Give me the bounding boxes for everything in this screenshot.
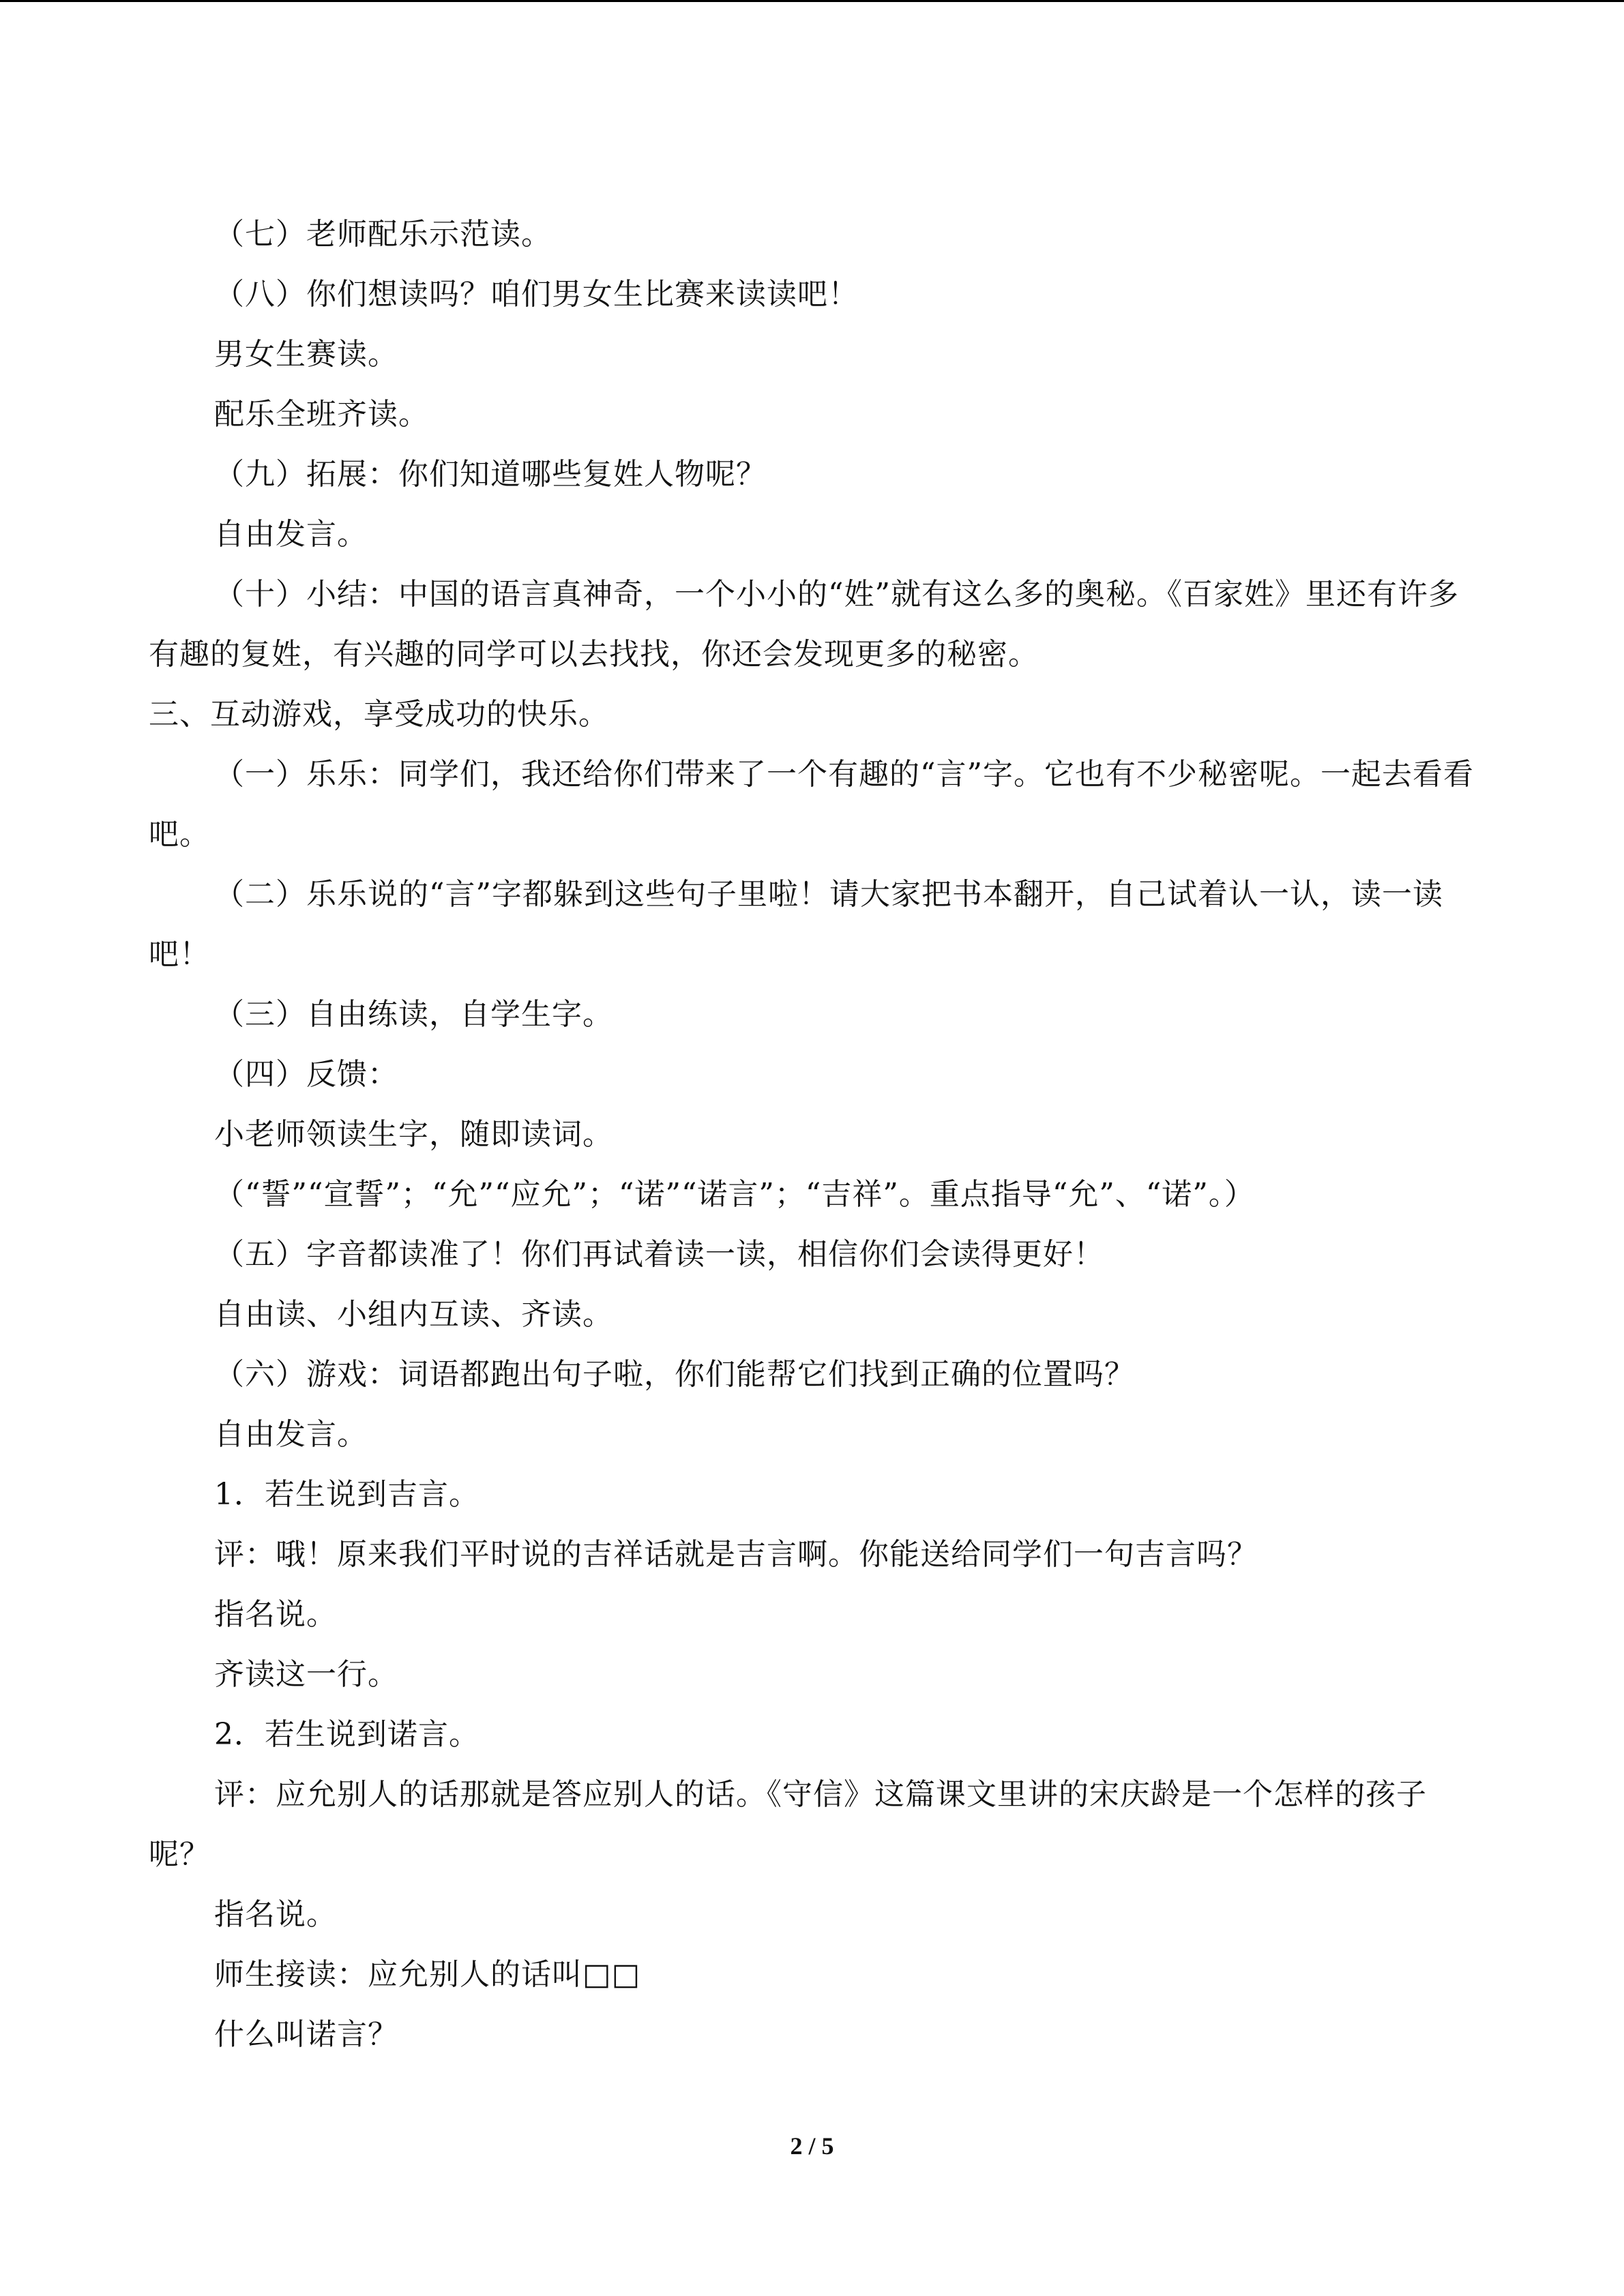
paragraph: （十）小结：中国的语言真神奇，一个小小的“姓”就有这么多的奥秘。《百家姓》里还有许多有趣的复姓，有兴趣的同学可以去找找，你还会发现更多的秘密。 [149,577,1459,672]
paragraph: 三、互动游戏，享受成功的快乐。 [149,697,609,732]
paragraph: （六）游戏：词语都跑出句子啦，你们能帮它们找到正确的位置吗？ [214,1357,1135,1392]
paragraph: （“誓”“宣誓”；“允”“应允”；“诺”“诺言”；“吉祥”。重点指导“允”、“诺”。） [214,1177,1255,1212]
paragraph: （四）反馈： [214,1057,398,1092]
document-body [149,205,1475,2065]
paragraph: 什么叫诺言？ [214,2017,398,2052]
paragraph: 男女生赛读。 [214,337,398,372]
paragraph: 自由发言。 [214,517,368,552]
paragraph: 小老师领读生字，随即读词。 [214,1117,613,1152]
paragraph: 自由发言。 [214,1417,368,1452]
paragraph: 评：应允别人的话那就是答应别人的话。《守信》这篇课文里讲的宋庆龄是一个怎样的孩子呢？ [149,1777,1427,1872]
paragraph: 配乐全班齐读。 [214,397,429,432]
paragraph: （九）拓展：你们知道哪些复姓人物呢？ [214,457,767,492]
page-number: 2 / 5 [790,2132,834,2160]
paragraph: 自由读、小组内互读、齐读。 [214,1297,613,1332]
page-top-border [0,0,1624,2]
paragraph: 评：哦！原来我们平时说的吉祥话就是吉言啊。你能送给同学们一句吉言吗？ [214,1537,1258,1572]
paragraph: （二）乐乐说的“言”字都躲到这些句子里啦！请大家把书本翻开，自己试着认一认，读一读吧！ [149,877,1443,972]
paragraph: （七）老师配乐示范读。 [214,217,552,252]
paragraph: （五）字音都读准了！你们再试着读一读，相信你们会读得更好！ [214,1237,1104,1272]
paragraph: 齐读这一行。 [214,1657,398,1692]
paragraph: （八）你们想读吗？咱们男女生比赛来读读吧！ [214,277,859,312]
paragraph: 1．若生说到吉言。 [214,1477,479,1512]
paragraph: 指名说。 [214,1597,337,1632]
paragraph: 指名说。 [214,1897,337,1932]
paragraph: （三）自由练读，自学生字。 [214,997,613,1032]
paragraph: 师生接读：应允别人的话叫□□ [214,1957,641,1992]
paragraph: 2．若生说到诺言。 [214,1717,479,1752]
paragraph: （一）乐乐：同学们，我还给你们带来了一个有趣的“言”字。它也有不少秘密呢。一起去看看吧。 [149,757,1474,852]
